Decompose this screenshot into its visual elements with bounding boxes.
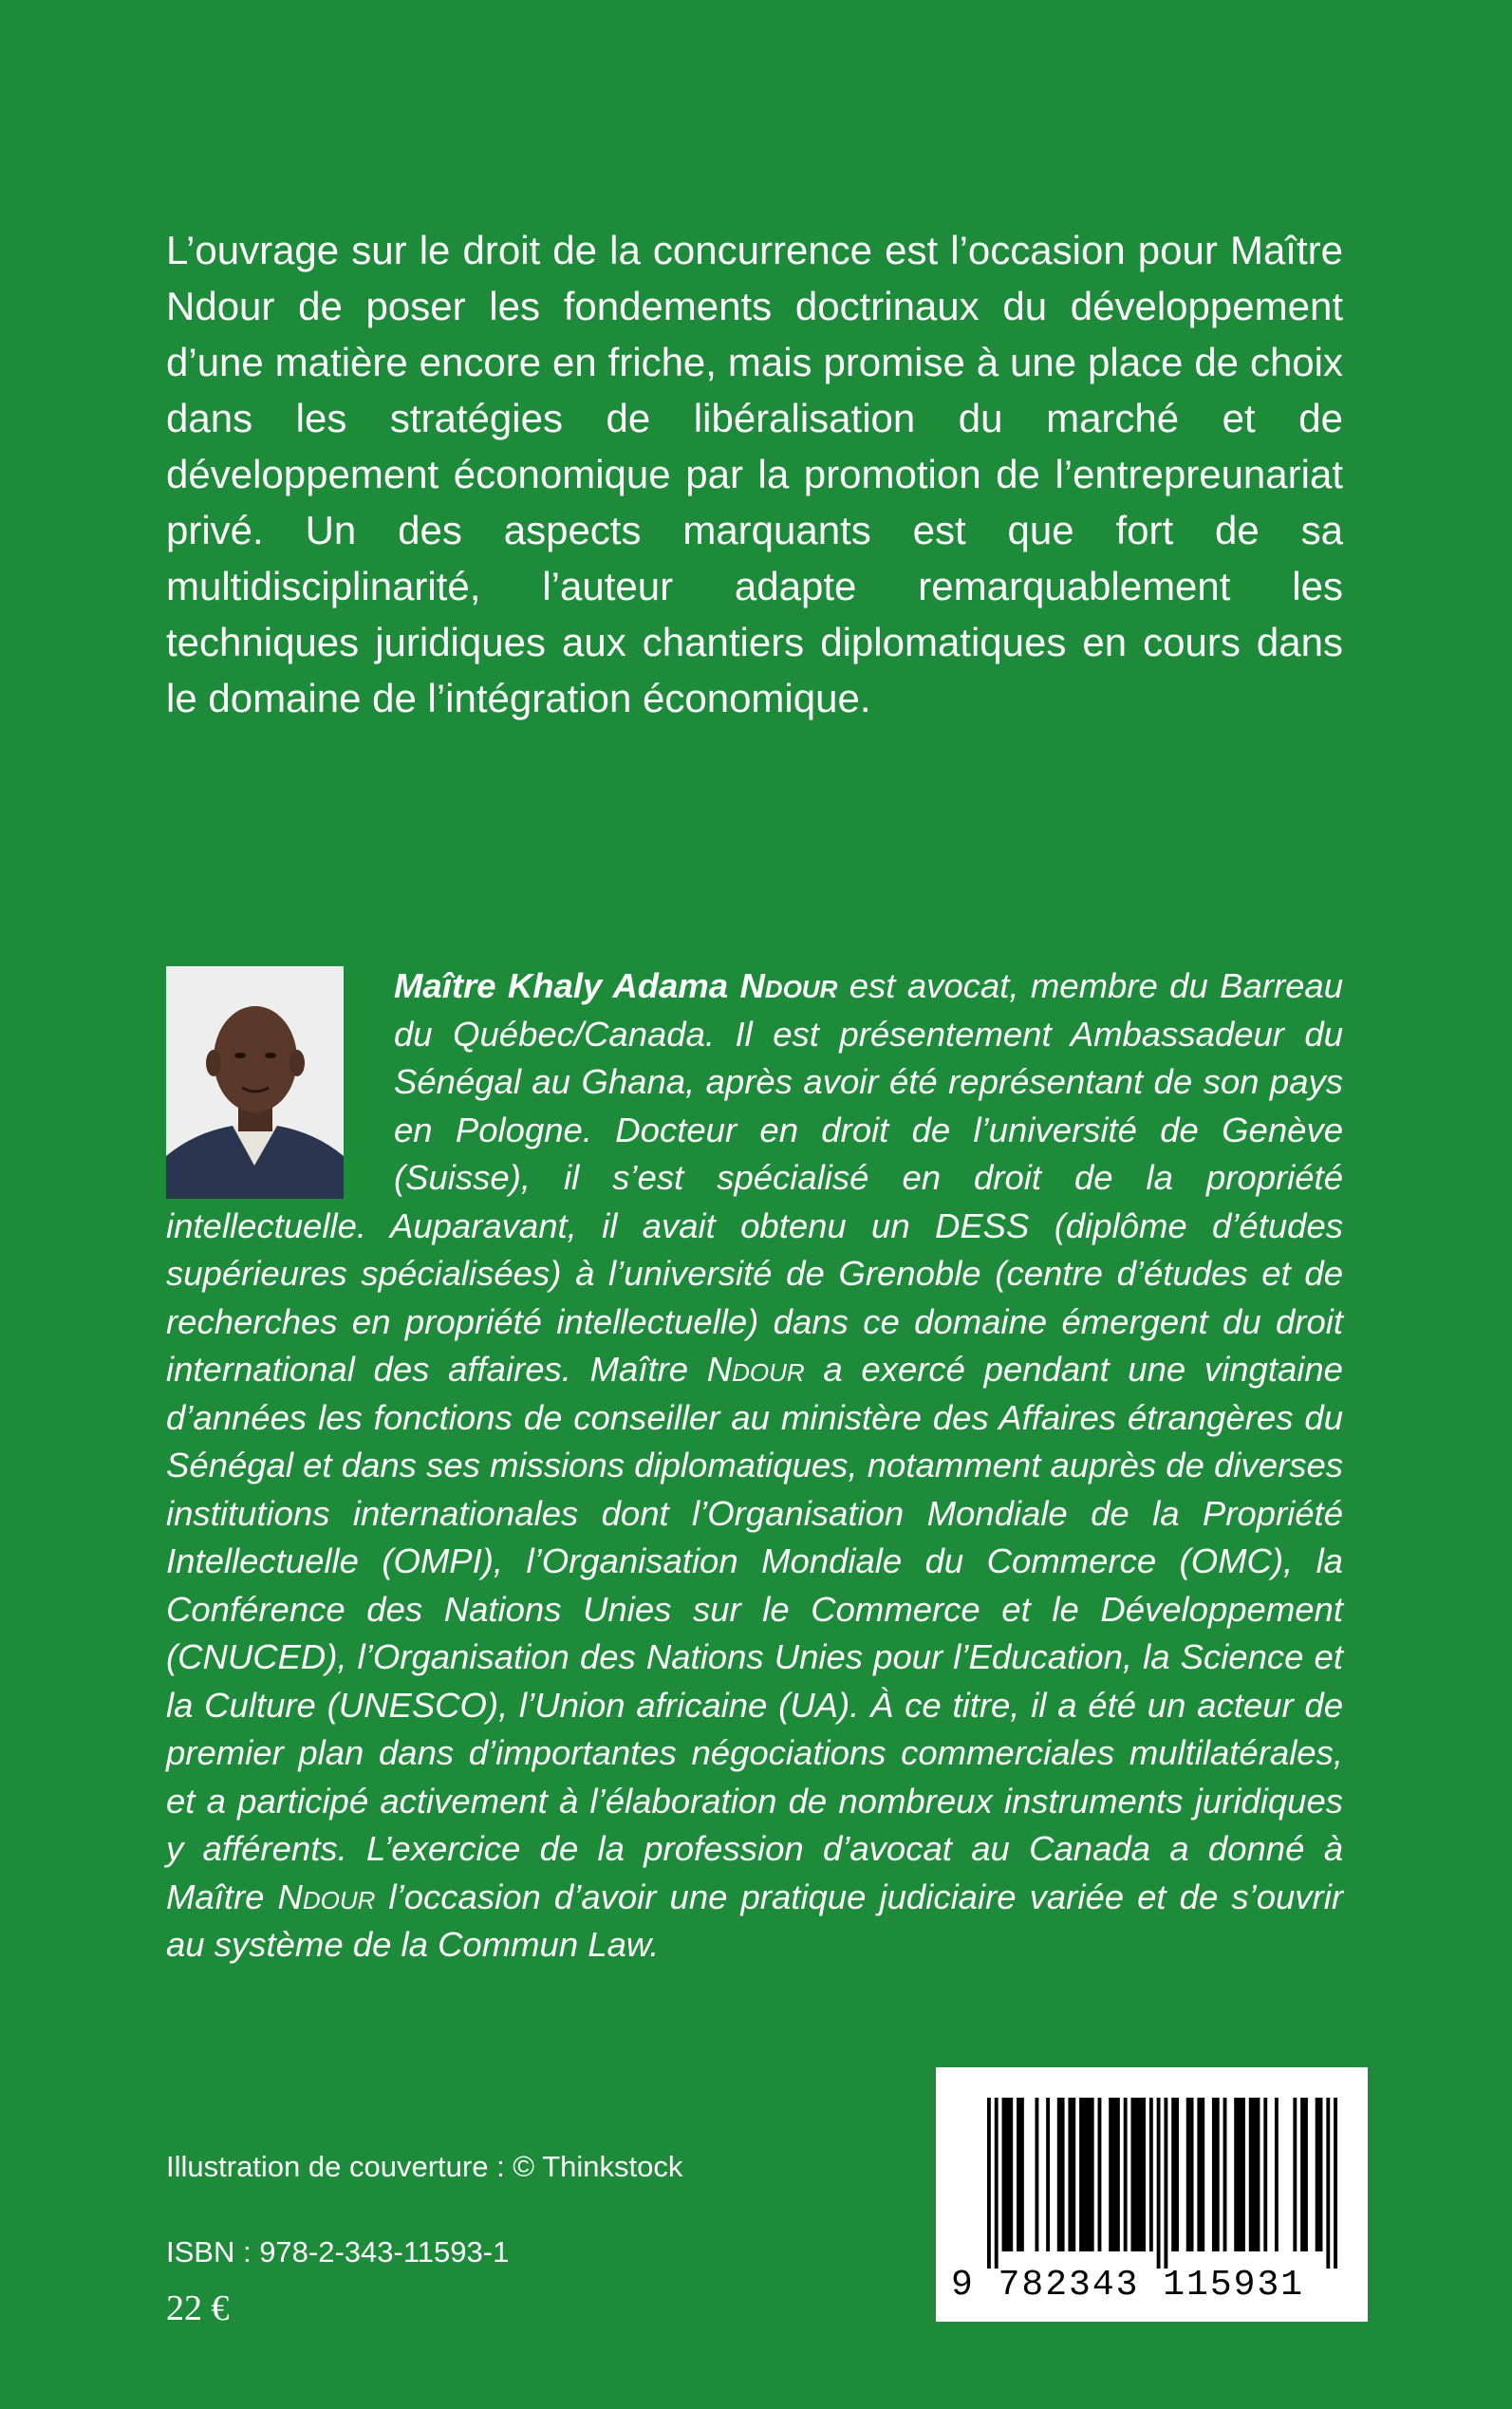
- author-surname-2: Ndour: [706, 1350, 805, 1389]
- barcode-bar: [1035, 2098, 1038, 2251]
- price: 22 €: [166, 2288, 230, 2328]
- barcode-bar: [1212, 2098, 1220, 2251]
- barcode-bar: [1316, 2098, 1323, 2251]
- bio-part-3: l’occasion d’avoir une pratique judiciaire variée et de s’ouvrir au système de la Commun Law.: [166, 1877, 1343, 1964]
- barcode-bar: [1249, 2098, 1260, 2251]
- barcode-bar: [1079, 2098, 1094, 2251]
- author-name: Maître Khaly Adama Ndour: [394, 966, 838, 1005]
- barcode-bars: [987, 2098, 1337, 2269]
- barcode-bar: [1275, 2098, 1279, 2251]
- barcode: [936, 2067, 1368, 2322]
- barcode-bar: [1223, 2098, 1227, 2251]
- barcode-bar: [1046, 2098, 1050, 2251]
- barcode-bar: [1293, 2098, 1297, 2251]
- barcode-bar: [995, 2098, 999, 2269]
- author-surname-3: Ndour: [277, 1877, 376, 1916]
- barcode-bar: [1124, 2098, 1128, 2251]
- book-summary: L’ouvrage sur le droit de la concurrence est l’occasion pour Maître Ndour de poser les fondements doctrinaux du développement d’une matière encore en friche, mais promise à une place de choix dans les stratégies de libéralisation du marché et de développement économique par la promotion de l’entrepreunariat privé. Un des aspects marquants est que fort de sa multidisciplinarité, l’auteur adapte remarquablement les techniques juridiques aux chantiers diplomatiques en cours dans le domaine de l’intégration économique.: [166, 228, 1343, 720]
- barcode-bar: [1171, 2098, 1179, 2251]
- barcode-bar: [987, 2098, 991, 2269]
- barcode-bar: [1002, 2098, 1014, 2251]
- barcode-bar: [1149, 2098, 1153, 2251]
- barcode-bar: [1098, 2098, 1102, 2251]
- barcode-bar: [1334, 2098, 1337, 2269]
- barcode-bar: [1017, 2098, 1024, 2251]
- isbn: ISBN : 978-2-343-11593-1: [166, 2235, 510, 2269]
- barcode-bar: [1197, 2098, 1204, 2251]
- barcode-bar: [1164, 2098, 1167, 2269]
- barcode-bar: [1186, 2098, 1194, 2251]
- barcode-bar: [1263, 2098, 1267, 2251]
- barcode-bar: [1130, 2098, 1146, 2251]
- author-bio: [166, 962, 1343, 1970]
- barcode-bar: [1057, 2098, 1065, 2251]
- barcode-digits: 9 782343 115931: [951, 2265, 1305, 2306]
- barcode-bar: [1157, 2098, 1161, 2269]
- bio-part-2: a exercé pendant une vingtaine d’années les fonctions de conseiller au ministère des Affaires étrangères du Sénégal et dans ses missions diplomatiques, notamment auprès de diverses institutions internationales dont l’Organisation Mondiale de la Propriété Intellectuelle (OMPI), l’Organisation Mondiale du Commerce (OMC), la Conférence des Nations Unies sur le Commerce et le Développement (CNUCED), l’Organisation des Nations Unies pour l’Education, la Science et la Culture (UNESCO), l’Union africaine (UA). À ce titre, il a été un acteur de premier plan dans d’importantes négociations commerciales multilatérales, et a participé activement à l’élaboration de nombreux instruments juridiques y afférents. L’exercice de la profession d’avocat au Canada a donné à Maître: [166, 1350, 1343, 1916]
- cover-credit: Illustration de couverture : © Thinkstock: [166, 2150, 683, 2183]
- barcode-bar: [1068, 2098, 1075, 2251]
- barcode-bar: [1109, 2098, 1120, 2251]
- photo-spacer: [166, 962, 394, 1195]
- barcode-bar: [1234, 2098, 1245, 2251]
- bio-part-1: est avocat, membre du Barreau du Québec/Canada. Il est présentement Ambassadeur du Sénégal au Ghana, après avoir été représentant de son pays en Pologne. Docteur en droit de l’université de Genève (Suisse), il s’est spécialisé en droit de la propriété intellectuelle. Auparavant, il avait obtenu un DESS (diplôme d’études supérieures spécialisées) à l’université de Grenoble (centre d’études et de recherches en propriété intellectuelle) dans ce domaine émergent du droit international des affaires. Maître: [166, 966, 1343, 1389]
- barcode-bar: [1326, 2098, 1330, 2269]
- barcode-bar: [1300, 2098, 1308, 2251]
